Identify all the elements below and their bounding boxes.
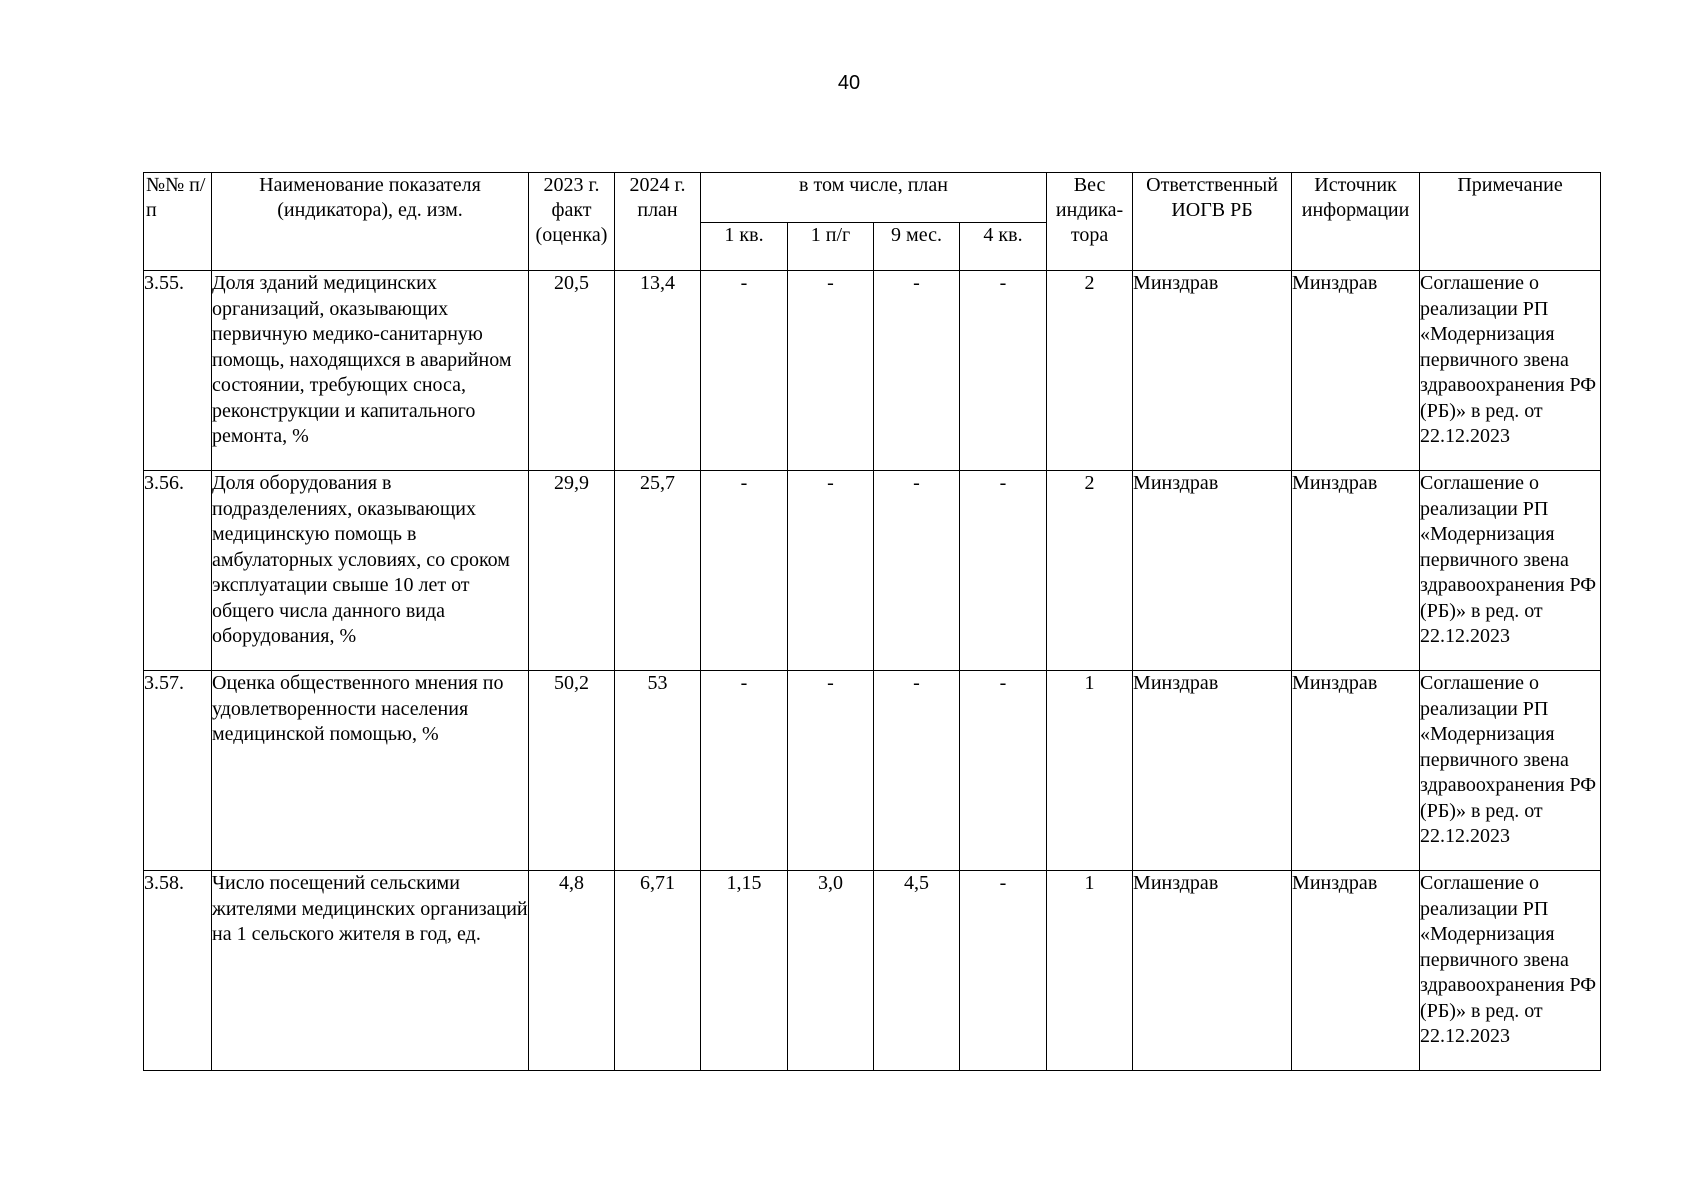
row-num: 3.56. — [144, 471, 212, 671]
header-q1: 1 кв. — [701, 223, 788, 271]
row-note: Соглашение о реализации РП «Модернизация первичного звена здравоохранения РФ (РБ)» в ред. от 22.12.2023 — [1420, 471, 1601, 671]
row-weight: 2 — [1047, 271, 1133, 471]
row-q1: - — [701, 671, 788, 871]
header-fact-2023: 2023 г. факт (оценка) — [529, 173, 615, 271]
row-m9: 4,5 — [874, 871, 960, 1071]
table-row — [144, 871, 1601, 1071]
row-name: Оценка общественного мнения по удовлетворенности населения медицинской помощью, % — [212, 671, 529, 871]
row-q1: - — [701, 471, 788, 671]
row-fact-2023: 50,2 — [529, 671, 615, 871]
indicators-table — [143, 172, 1601, 1071]
row-m9: - — [874, 471, 960, 671]
header-responsible: Ответственный ИОГВ РБ — [1133, 173, 1292, 271]
row-h1: - — [788, 271, 874, 471]
row-name: Доля зданий медицинских организаций, оказывающих первичную медико-санитарную помощь, находящихся в аварийном состоянии, требующих сноса, реконструкции и капитального ремонта, % — [212, 271, 529, 471]
row-note: Соглашение о реализации РП «Модернизация первичного звена здравоохранения РФ (РБ)» в ред. от 22.12.2023 — [1420, 271, 1601, 471]
row-source: Минздрав — [1292, 471, 1420, 671]
header-incl-plan: в том числе, план — [701, 173, 1047, 223]
row-source: Минздрав — [1292, 671, 1420, 871]
row-source: Минздрав — [1292, 271, 1420, 471]
row-h1: - — [788, 671, 874, 871]
row-plan-2024: 6,71 — [615, 871, 701, 1071]
table-row — [144, 671, 1601, 871]
row-name: Доля оборудования в подразделениях, оказывающих медицинскую помощь в амбулаторных условиях, со сроком эксплуатации свыше 10 лет от общего числа данного вида оборудования, % — [212, 471, 529, 671]
row-responsible: Минздрав — [1133, 471, 1292, 671]
header-weight: Вес индика-тора — [1047, 173, 1133, 271]
row-num: 3.57. — [144, 671, 212, 871]
row-h1: 3,0 — [788, 871, 874, 1071]
row-q4: - — [960, 671, 1047, 871]
row-responsible: Минздрав — [1133, 671, 1292, 871]
page-number: 40 — [837, 72, 861, 94]
header-name: Наименование показателя (индикатора), ед. изм. — [212, 173, 529, 271]
header-q4: 4 кв. — [960, 223, 1047, 271]
row-responsible: Минздрав — [1133, 871, 1292, 1071]
header-plan-2024: 2024 г. план — [615, 173, 701, 271]
header-num: №№ п/п — [144, 173, 212, 271]
row-note: Соглашение о реализации РП «Модернизация первичного звена здравоохранения РФ (РБ)» в ред. от 22.12.2023 — [1420, 671, 1601, 871]
row-source: Минздрав — [1292, 871, 1420, 1071]
row-q1: 1,15 — [701, 871, 788, 1071]
row-plan-2024: 53 — [615, 671, 701, 871]
row-plan-2024: 13,4 — [615, 271, 701, 471]
table-row — [144, 271, 1601, 471]
row-q4: - — [960, 271, 1047, 471]
table-header — [144, 173, 1601, 271]
row-q4: - — [960, 471, 1047, 671]
row-plan-2024: 25,7 — [615, 471, 701, 671]
row-q1: - — [701, 271, 788, 471]
header-m9: 9 мес. — [874, 223, 960, 271]
row-fact-2023: 29,9 — [529, 471, 615, 671]
row-num: 3.55. — [144, 271, 212, 471]
row-q4: - — [960, 871, 1047, 1071]
row-weight: 1 — [1047, 671, 1133, 871]
row-weight: 1 — [1047, 871, 1133, 1071]
table-row — [144, 471, 1601, 671]
row-m9: - — [874, 271, 960, 471]
row-responsible: Минздрав — [1133, 271, 1292, 471]
header-note: Примечание — [1420, 173, 1601, 271]
row-num: 3.58. — [144, 871, 212, 1071]
header-source: Источник информации — [1292, 173, 1420, 271]
row-h1: - — [788, 471, 874, 671]
row-name: Число посещений сельскими жителями медицинских организаций на 1 сельского жителя в год, ед. — [212, 871, 529, 1071]
row-note: Соглашение о реализации РП «Модернизация первичного звена здравоохранения РФ (РБ)» в ред. от 22.12.2023 — [1420, 871, 1601, 1071]
row-fact-2023: 20,5 — [529, 271, 615, 471]
header-h1: 1 п/г — [788, 223, 874, 271]
row-weight: 2 — [1047, 471, 1133, 671]
row-m9: - — [874, 671, 960, 871]
row-fact-2023: 4,8 — [529, 871, 615, 1071]
